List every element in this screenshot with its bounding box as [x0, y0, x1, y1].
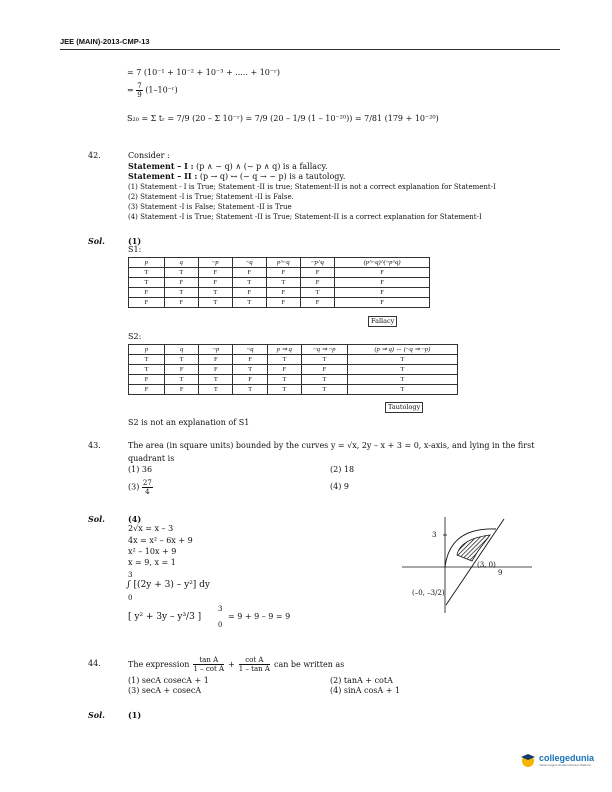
sol42-conclusion: S2 is not an explanation of S1 [128, 418, 250, 427]
table-row [129, 288, 430, 298]
cell: T [199, 385, 233, 395]
cell: T [301, 375, 347, 385]
collegedunia-logo [520, 752, 594, 768]
integral-expression: ∫ [(2y + 3) – y²] dy [126, 580, 211, 590]
table-header-row [129, 258, 430, 268]
col-header: ~q [232, 258, 266, 268]
graph-y-tick-label: 3 [432, 531, 437, 539]
q43-option-2: (2) 18 [330, 465, 355, 474]
q41-line2 [127, 82, 178, 99]
cell: F [335, 268, 430, 278]
statement1-text: (p ∧ ~ q) ∧ (~ p ∧ q) is a fallacy. [193, 162, 328, 171]
logo-name: collegedunia [539, 752, 595, 763]
cell: F [266, 268, 300, 278]
q43-text-line2: quadrant is [128, 454, 175, 463]
cell: F [233, 375, 267, 385]
sol43-step-2: 4x = x² – 6x + 9 [128, 536, 193, 545]
cell: T [165, 355, 199, 365]
cell: F [129, 298, 165, 308]
eval-upper-limit: 3 [218, 605, 223, 613]
cell: T [129, 278, 165, 288]
col-header: ~p [199, 345, 233, 355]
cell: F [129, 288, 165, 298]
cell: F [335, 278, 430, 288]
col-header: p^~q [266, 258, 300, 268]
page-header: JEE (MAIN)-2013-CMP-13 [60, 37, 150, 46]
cell: T [129, 365, 165, 375]
cell: T [199, 375, 233, 385]
frac-denominator: 1 – tan A [238, 665, 270, 673]
statement1-label: Statement – I : [128, 161, 194, 171]
q43-text-line1: The area (in square units) bounded by the curves y = √x, 2y – x + 3 = 0, x-axis, and lying in the first [128, 441, 535, 450]
sol43-step-3: x² – 10x + 9 [128, 547, 177, 556]
tautology-badge: Tautology [385, 402, 423, 413]
integral-lower-limit: 0 [128, 594, 133, 602]
q42-intro: Consider : [128, 151, 170, 160]
q42-option-2: (2) Statement -I is True; Statement -II is False. [128, 193, 294, 201]
cell: T [267, 355, 301, 365]
cell: T [347, 375, 457, 385]
frac-numerator: tan A [193, 656, 224, 665]
cell: F [129, 385, 165, 395]
cell: T [233, 365, 267, 375]
sol42-s2-label: S2: [128, 332, 142, 341]
cell: F [266, 288, 300, 298]
q43-opt3-frac [142, 479, 153, 496]
q43-option-3 [128, 479, 153, 496]
col-header: (p^~q)^(~p^q) [335, 258, 430, 268]
cell: T [129, 268, 165, 278]
table-row [129, 355, 458, 365]
q43-option-1: (1) 36 [128, 465, 153, 474]
cell: T [347, 355, 457, 365]
table-row [129, 268, 430, 278]
cell: F [129, 375, 165, 385]
cell: T [233, 385, 267, 395]
truth-table-s2 [128, 344, 458, 395]
q41-line2-eq: = [127, 85, 134, 95]
cell: T [267, 375, 301, 385]
col-header: ~q ⇒ ~p [301, 345, 347, 355]
frac-numerator: 27 [142, 479, 152, 487]
shaded-region [457, 535, 490, 561]
sol44-answer: (1) [128, 710, 142, 720]
cell: F [232, 268, 266, 278]
evaluation-bracket: [ y² + 3y – y³/3 ] [128, 612, 202, 622]
option-prefix: (3) [128, 482, 140, 492]
cell: F [198, 278, 232, 288]
cell: F [165, 365, 199, 375]
frac-denominator: 9 [137, 91, 142, 99]
cell: T [164, 268, 198, 278]
cell: F [300, 268, 334, 278]
q44-option-1: (1) secA cosecA + 1 [128, 676, 209, 685]
statement2-label: Statement – II : [128, 171, 198, 181]
cell: F [335, 288, 430, 298]
cell: T [198, 288, 232, 298]
cell: F [233, 355, 267, 365]
eval-lower-limit: 0 [218, 621, 223, 629]
q44-prefix: The expression [128, 659, 190, 669]
cell: T [301, 355, 347, 365]
q44-number: 44. [88, 659, 101, 668]
q43-number: 43. [88, 441, 101, 450]
logo-tagline: India's largest Student Review Platform [539, 762, 592, 767]
col-header: (p ⇒ q) ⇔ (~q ⇒ ~p) [347, 345, 457, 355]
sol43-step-4: x = 9, x = 1 [128, 558, 176, 567]
area-graph [400, 515, 535, 615]
q41-line2-rest: (1–10⁻ʳ) [145, 85, 178, 95]
col-header: ~p^q [300, 258, 334, 268]
cell: T [267, 385, 301, 395]
q44-expression [128, 656, 344, 673]
header-rule [60, 49, 560, 50]
q44-option-2: (2) tanA + cotA [330, 676, 393, 685]
table-row [129, 298, 430, 308]
graph-x-label: 9 [498, 569, 503, 577]
q44-frac-1 [193, 656, 224, 673]
sol42-s1-label: S1: [128, 245, 142, 254]
table-header-row [129, 345, 458, 355]
cell: F [267, 365, 301, 375]
cell: F [266, 298, 300, 308]
q42-option-3: (3) Statement -I is False; Statement -II is True [128, 203, 292, 211]
table-row [129, 375, 458, 385]
cell: T [347, 365, 457, 375]
cell: T [198, 298, 232, 308]
integral-upper-limit: 3 [128, 571, 133, 579]
q41-line2-frac [136, 82, 142, 99]
q44-suffix: can be written as [273, 659, 345, 669]
cell: T [164, 288, 198, 298]
cell: T [165, 375, 199, 385]
col-header: p ⇒ q [267, 345, 301, 355]
q44-option-3: (3) secA + cosecA [128, 686, 202, 695]
graph-left-point-label: (–0, –3/2) [412, 589, 445, 597]
cell: F [164, 278, 198, 288]
evaluation-result: = 9 + 9 – 9 = 9 [228, 612, 291, 621]
frac-denominator: 1 – cot A [193, 665, 225, 673]
cell: F [335, 298, 430, 308]
cell: T [232, 278, 266, 288]
statement2-text: (p → q) ↔ (~ q → ~ p) is a tautology. [197, 172, 346, 181]
col-header: p [129, 345, 165, 355]
sol43-answer: (4) [128, 514, 142, 524]
cell: F [199, 365, 233, 375]
cell: T [301, 385, 347, 395]
graph-point-label: (3, 0) [477, 561, 496, 569]
cell: F [164, 298, 198, 308]
frac-numerator: 7 [137, 82, 142, 90]
q44-frac-2 [239, 656, 270, 673]
sol42-label: Sol. [88, 236, 105, 246]
fallacy-badge: Fallacy [368, 316, 397, 327]
q41-line3: S₂₀ = Σ tᵣ = 7/9 (20 – Σ 10⁻ʳ) = 7/9 (20 – 1/9 (1 – 10⁻²⁰)) = 7/81 (179 + 10⁻²⁰) [127, 114, 439, 123]
q42-number: 42. [88, 151, 101, 160]
cell: F [165, 385, 199, 395]
cell: F [199, 355, 233, 365]
cell: T [347, 385, 457, 395]
q42-statement2 [128, 171, 345, 182]
cell: T [300, 288, 334, 298]
cell: F [198, 268, 232, 278]
cell: T [129, 355, 165, 365]
sol43-step-1: 2√x = x – 3 [128, 524, 174, 533]
table-row [129, 278, 430, 288]
col-header: ~q [233, 345, 267, 355]
sol42-answer: (1) [128, 236, 142, 246]
sol43-label: Sol. [88, 514, 105, 524]
q44-option-4: (4) sinA cosA + 1 [330, 686, 401, 695]
graduation-cap-icon [520, 752, 536, 768]
cell: F [300, 278, 334, 288]
table-row [129, 365, 458, 375]
truth-table-s1 [128, 257, 430, 308]
sol44-label: Sol. [88, 710, 105, 720]
table-row [129, 385, 458, 395]
q42-option-4: (4) Statement -I is True; Statement -II is True; Statement-II is a correct explanation for Statement-I [128, 213, 482, 221]
col-header: ~p [198, 258, 232, 268]
col-header: q [165, 345, 199, 355]
q41-line1: = 7 (10⁻¹ + 10⁻² + 10⁻³ + ..... + 10⁻ʳ) [127, 68, 280, 77]
cell: F [301, 365, 347, 375]
frac-numerator: cot A [239, 656, 270, 665]
q44-plus: + [228, 659, 235, 669]
q43-option-4: (4) 9 [330, 482, 349, 491]
col-header: q [164, 258, 198, 268]
cell: T [232, 298, 266, 308]
cell: T [266, 278, 300, 288]
frac-denominator: 4 [145, 488, 150, 496]
col-header: p [129, 258, 165, 268]
q42-option-1: (1) Statement - I is True; Statement -II is true; Statement-II is not a correct explanation for Statement-I [128, 183, 496, 191]
cell: F [300, 298, 334, 308]
cell: F [232, 288, 266, 298]
